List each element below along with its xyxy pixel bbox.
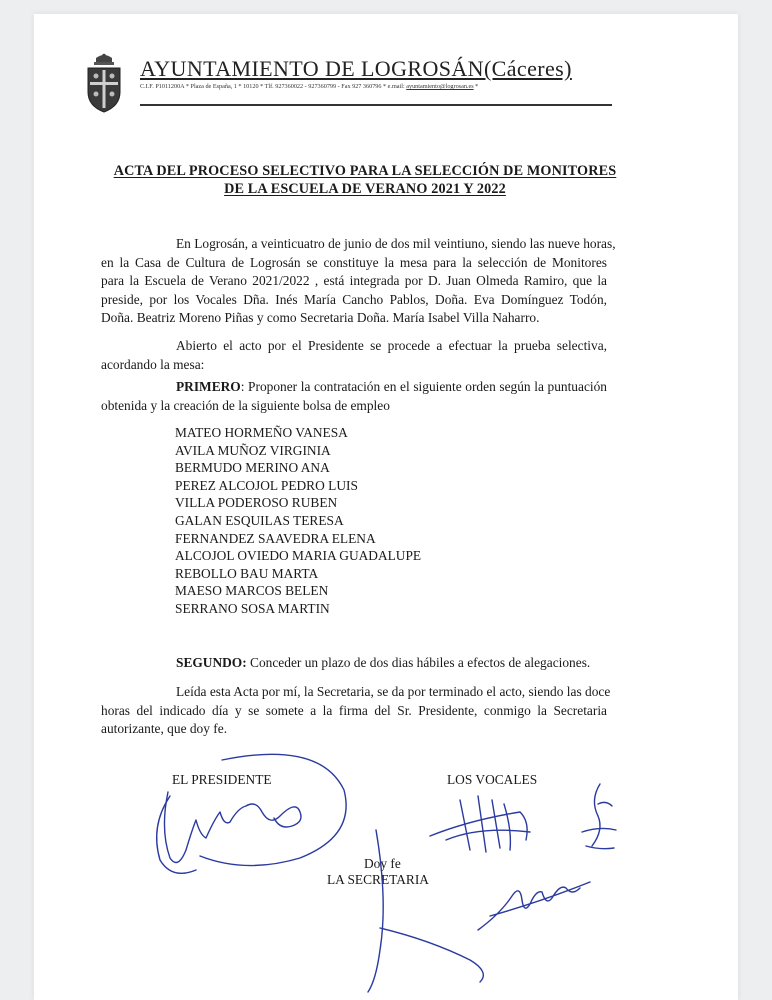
segundo-label: SEGUNDO:: [176, 655, 247, 670]
candidate-name: ALCOJOL OVIEDO MARIA GUADALUPE: [175, 548, 422, 564]
primero-label: PRIMERO: [176, 379, 241, 394]
organization-name: AYUNTAMIENTO DE LOGROSÁN(Cáceres): [140, 56, 572, 81]
paragraph-line: Doña. Beatriz Moreno Piñas y como Secretaria Doña. María Isabel Villa Naharro.: [101, 310, 540, 325]
candidate-name: GALAN ESQUILAS TERESA: [175, 512, 344, 528]
paragraph-line: acordando la mesa:: [101, 356, 205, 372]
paragraph-closing: [101, 683, 611, 739]
paragraph-line: para la Escuela de Verano 2021/2022 , está integrada por D. Juan Olmeda Ramiro, que la: [101, 273, 607, 288]
candidate-name: MATEO HORMEÑO VANESA: [175, 425, 348, 440]
paragraph-line: Abierto el acto por el Presidente se procede a efectuar la prueba selectiva,: [176, 338, 607, 353]
doy-fe-label: Doy fe: [364, 856, 401, 871]
organization-contact-info: [140, 83, 478, 90]
candidate-name: SERRANO SOSA MARTIN: [175, 600, 330, 616]
organization-email: ayuntamiento@logrosan.es: [406, 83, 474, 90]
paragraph-segundo: [101, 654, 607, 673]
secretaria-label: LA SECRETARIA: [327, 872, 429, 887]
paragraph-line: preside, por los Vocales Dña. Inés María Cancho Pablos, Doña. Eva Domínguez Todón,: [101, 291, 607, 307]
document-title-line: DE LA ESCUELA DE VERANO 2021 Y 2022: [224, 181, 506, 197]
header-divider: [140, 104, 612, 106]
vocales-label: LOS VOCALES: [447, 772, 538, 787]
candidate-name: VILLA PODEROSO RUBEN: [175, 495, 338, 511]
paragraph-primero: [101, 378, 607, 415]
paragraph-line: obtenida y la creación de la siguiente bolsa de empleo: [101, 397, 390, 413]
paragraph-line: En Logrosán, a veinticuatro de junio de dos mil veintiuno, siendo las nueve horas,: [176, 236, 616, 251]
coat-of-arms-icon: [82, 52, 126, 114]
segundo-text: Conceder un plazo de dos dias hábiles a efectos de alegaciones.: [246, 655, 591, 670]
document-title-line: ACTA DEL PROCESO SELECTIVO PARA LA SELECCIÓN DE MONITORES: [113, 163, 617, 179]
paragraph-line: autorizante, que doy fe.: [101, 721, 228, 736]
candidate-name: MAESO MARCOS BELEN: [175, 583, 329, 599]
organization-contact-suffix: *: [473, 83, 479, 90]
paragraph-line: horas del indicado día y se somete a la firma del Sr. Presidente, conmigo la Secretaria: [101, 702, 607, 718]
primero-text: : Proponer la contratación en el siguiente orden según la puntuación: [240, 379, 607, 394]
paragraph-line: [101, 654, 607, 673]
paragraph-opening: [101, 337, 607, 374]
candidate-name: BERMUDO MERINO ANA: [175, 460, 330, 476]
candidate-name: AVILA MUÑOZ VIRGINIA: [175, 442, 331, 458]
organization-contact-text: C.I.F. P1011200A * Plaza de España, 1 * 10120 * Tlf. 927360022 - 927360799 - Fax 927 360796 * e.mail:: [140, 83, 407, 90]
president-label: EL PRESIDENTE: [172, 772, 272, 787]
paragraph-constitution: [101, 235, 616, 328]
candidate-name: FERNANDEZ SAAVEDRA ELENA: [175, 530, 376, 546]
paragraph-line: en la Casa de Cultura de Logrosán se constituye la mesa para la selección de Monitores: [101, 254, 607, 270]
paragraph-line: [101, 378, 607, 397]
paragraph-line: Leída esta Acta por mí, la Secretaria, se da por terminado el acto, siendo las doce: [176, 684, 611, 699]
candidate-name: REBOLLO BAU MARTA: [175, 565, 319, 581]
candidate-list: [175, 424, 421, 618]
document-title: [90, 162, 640, 198]
candidate-name: PEREZ ALCOJOL PEDRO LUIS: [175, 477, 358, 493]
